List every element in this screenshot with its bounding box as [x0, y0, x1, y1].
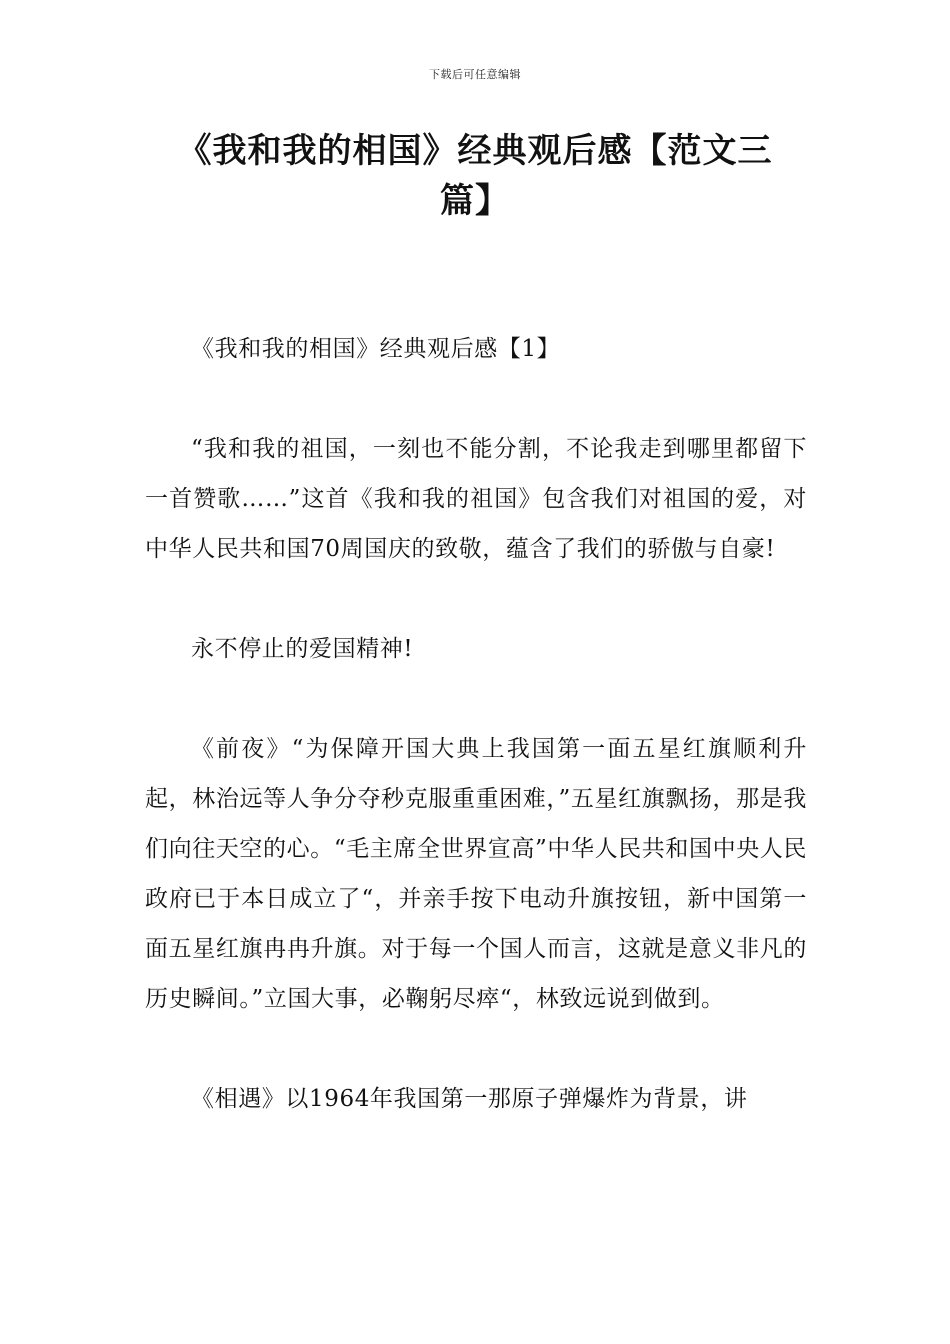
- page-header-note: 下载后可任意编辑: [429, 68, 521, 81]
- paragraph-1: “我和我的祖国，一刻也不能分割，不论我走到哪里都留下一首赞歌……”这首《我和我的祖国》包含我们对祖国的爱，对中华人民共和国70周国庆的致敬，蕴含了我们的骄傲与自豪!: [145, 436, 807, 562]
- document-body: [145, 324, 807, 1174]
- section-heading-1: 《我和我的相国》经典观后感【1】: [191, 336, 561, 362]
- paragraph-3: 《前夜》“为保障开国大典上我国第一面五星红旗顺利升起，林治远等人争分夺秒克服重重困难，”五星红旗飘扬，那是我们向往天空的心。“毛主席全世界宣高”中华人民共和国中央人民政府已于本日成立了“，并亲手按下电动升旗按钮，新中国第一面五星红旗冉冉升旗。对于每一个国人而言，这就是意义非凡的历史瞬间。”立国大事，必鞠躬尽瘁“，林致远说到做到。: [145, 736, 807, 1012]
- paragraph-4: 《相遇》以1964年我国第一那原子弹爆炸为背景，讲: [191, 1086, 748, 1112]
- paragraph-2: 永不停止的爱国精神!: [191, 636, 414, 662]
- document-title: 《我和我的相国》经典观后感【范文三篇】: [177, 131, 773, 221]
